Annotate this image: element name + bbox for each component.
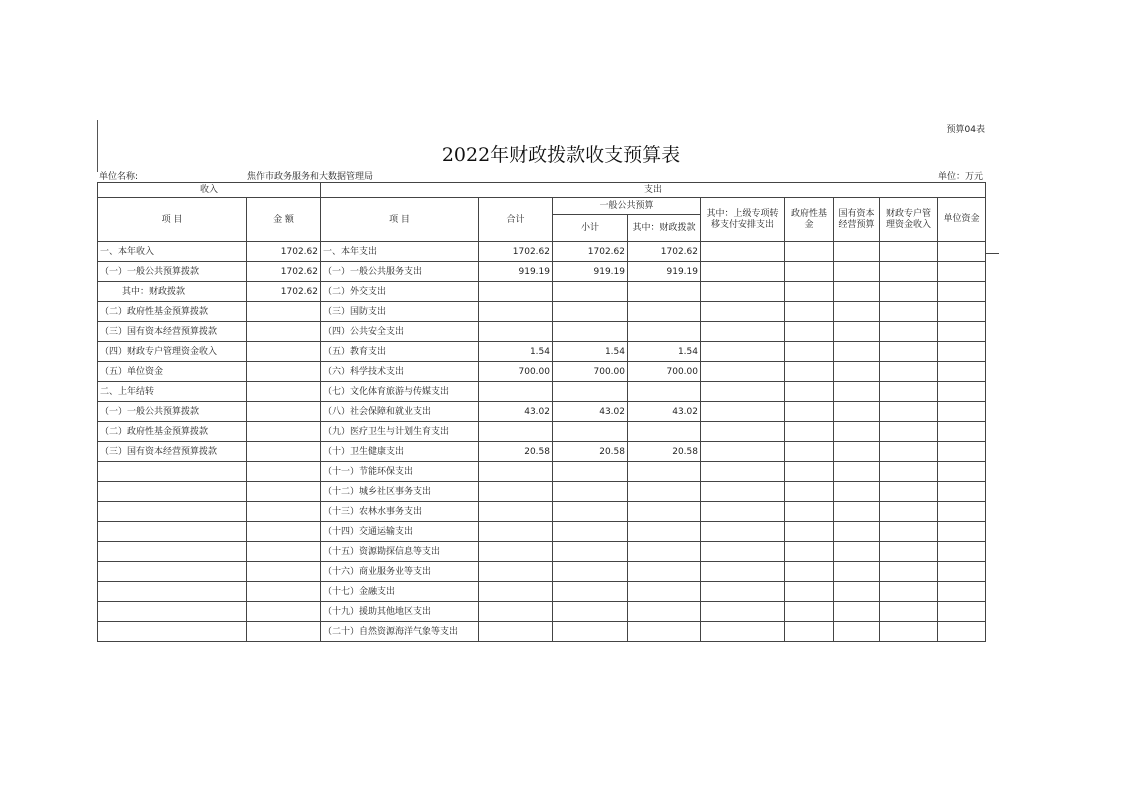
income-item-cell: （三）国有资本经营预算拨款	[98, 442, 247, 462]
gov-fund-cell	[785, 422, 834, 442]
fiscal-cell	[628, 302, 701, 322]
unit-funds-cell	[938, 582, 986, 602]
transfer-cell	[701, 502, 785, 522]
gov-fund-cell	[785, 282, 834, 302]
subtotal-cell	[553, 302, 628, 322]
gov-fund-cell	[785, 522, 834, 542]
gov-fund-cell	[785, 442, 834, 462]
table-row	[98, 242, 986, 262]
subtotal-cell	[553, 502, 628, 522]
gov-fund-cell	[785, 482, 834, 502]
income-amount-cell	[247, 542, 321, 562]
subtotal-cell	[553, 622, 628, 642]
total-cell: 20.58	[479, 442, 553, 462]
state-capital-cell	[834, 462, 880, 482]
unit-funds-cell	[938, 602, 986, 622]
fiscal-cell: 1702.62	[628, 242, 701, 262]
income-amount-cell	[247, 402, 321, 422]
gov-fund-cell	[785, 242, 834, 262]
table-row	[98, 282, 986, 302]
income-item-cell	[98, 622, 247, 642]
income-amount-cell	[247, 562, 321, 582]
special-account-cell	[880, 282, 938, 302]
income-amount-cell	[247, 502, 321, 522]
subtotal-cell	[553, 482, 628, 502]
state-capital-cell	[834, 262, 880, 282]
state-capital-cell	[834, 382, 880, 402]
total-cell	[479, 422, 553, 442]
gov-fund-cell	[785, 322, 834, 342]
special-account-cell	[880, 362, 938, 382]
header-income-amount: 金 额	[247, 198, 321, 242]
state-capital-cell	[834, 582, 880, 602]
transfer-cell	[701, 462, 785, 482]
table-row	[98, 562, 986, 582]
income-item-cell: 一、本年收入	[98, 242, 247, 262]
table-row	[98, 482, 986, 502]
gov-fund-cell	[785, 502, 834, 522]
expense-item-cell: （二十）自然资源海洋气象等支出	[321, 622, 479, 642]
income-amount-cell	[247, 342, 321, 362]
transfer-cell	[701, 262, 785, 282]
income-amount-cell	[247, 322, 321, 342]
transfer-cell	[701, 442, 785, 462]
header-special-account: 财政专户管理资金收入	[880, 198, 938, 242]
total-cell	[479, 322, 553, 342]
table-row	[98, 402, 986, 422]
subtotal-cell	[553, 582, 628, 602]
special-account-cell	[880, 602, 938, 622]
fiscal-cell	[628, 542, 701, 562]
fiscal-cell: 919.19	[628, 262, 701, 282]
fiscal-cell	[628, 282, 701, 302]
state-capital-cell	[834, 442, 880, 462]
transfer-cell	[701, 542, 785, 562]
header-subtotal: 小计	[553, 215, 628, 242]
currency-unit: 单位：万元	[937, 172, 983, 182]
special-account-cell	[880, 582, 938, 602]
unit-funds-cell	[938, 622, 986, 642]
unit-funds-cell	[938, 502, 986, 522]
fiscal-cell	[628, 462, 701, 482]
unit-funds-cell	[938, 422, 986, 442]
subtotal-cell: 1.54	[553, 342, 628, 362]
transfer-cell	[701, 622, 785, 642]
total-cell	[479, 302, 553, 322]
income-amount-cell: 1702.62	[247, 262, 321, 282]
fiscal-cell	[628, 522, 701, 542]
table-row	[98, 462, 986, 482]
fiscal-cell: 1.54	[628, 342, 701, 362]
income-item-cell: （一）一般公共预算拨款	[98, 402, 247, 422]
special-account-cell	[880, 502, 938, 522]
gov-fund-cell	[785, 362, 834, 382]
expense-item-cell: （十九）援助其他地区支出	[321, 602, 479, 622]
header-income: 收入	[98, 183, 321, 198]
gov-fund-cell	[785, 602, 834, 622]
special-account-cell	[880, 382, 938, 402]
state-capital-cell	[834, 342, 880, 362]
transfer-cell	[701, 382, 785, 402]
special-account-cell	[880, 262, 938, 282]
income-item-cell	[98, 542, 247, 562]
table-row	[98, 382, 986, 402]
transfer-cell	[701, 342, 785, 362]
subtotal-cell	[553, 462, 628, 482]
header-expense-item: 项 目	[321, 198, 479, 242]
transfer-cell	[701, 522, 785, 542]
state-capital-cell	[834, 602, 880, 622]
special-account-cell	[880, 442, 938, 462]
gov-fund-cell	[785, 562, 834, 582]
header-general-budget: 一般公共预算	[553, 198, 701, 215]
total-cell: 43.02	[479, 402, 553, 422]
expense-item-cell: （十二）城乡社区事务支出	[321, 482, 479, 502]
expense-item-cell: （一）一般公共服务支出	[321, 262, 479, 282]
income-item-cell	[98, 582, 247, 602]
gov-fund-cell	[785, 542, 834, 562]
total-cell	[479, 522, 553, 542]
gov-fund-cell	[785, 402, 834, 422]
expense-item-cell: （十三）农林水事务支出	[321, 502, 479, 522]
unit-name-value: 焦作市政务服务和大数据管理局	[247, 172, 374, 182]
unit-funds-cell	[938, 362, 986, 382]
table-row	[98, 542, 986, 562]
subtotal-cell	[553, 282, 628, 302]
fiscal-cell: 43.02	[628, 402, 701, 422]
total-cell	[479, 602, 553, 622]
unit-funds-cell	[938, 522, 986, 542]
special-account-cell	[880, 562, 938, 582]
header-total: 合计	[479, 198, 553, 242]
income-amount-cell	[247, 442, 321, 462]
income-amount-cell: 1702.62	[247, 242, 321, 262]
unit-funds-cell	[938, 442, 986, 462]
special-account-cell	[880, 402, 938, 422]
income-item-cell	[98, 562, 247, 582]
fiscal-cell: 700.00	[628, 362, 701, 382]
expense-item-cell: （九）医疗卫生与计划生育支出	[321, 422, 479, 442]
table-row	[98, 342, 986, 362]
fiscal-cell	[628, 382, 701, 402]
state-capital-cell	[834, 522, 880, 542]
unit-name-label: 单位名称:	[99, 172, 139, 182]
income-item-cell	[98, 462, 247, 482]
total-cell	[479, 382, 553, 402]
expense-item-cell: （十）卫生健康支出	[321, 442, 479, 462]
expense-item-cell: 一、本年支出	[321, 242, 479, 262]
subtotal-cell: 919.19	[553, 262, 628, 282]
state-capital-cell	[834, 562, 880, 582]
state-capital-cell	[834, 362, 880, 382]
gov-fund-cell	[785, 622, 834, 642]
table-row	[98, 422, 986, 442]
income-amount-cell	[247, 362, 321, 382]
income-item-cell: （三）国有资本经营预算拨款	[98, 322, 247, 342]
income-item-cell: 二、上年结转	[98, 382, 247, 402]
table-extension-line	[985, 253, 999, 254]
income-amount-cell	[247, 382, 321, 402]
special-account-cell	[880, 342, 938, 362]
special-account-cell	[880, 542, 938, 562]
gov-fund-cell	[785, 382, 834, 402]
table-row	[98, 262, 986, 282]
fiscal-cell	[628, 482, 701, 502]
fiscal-cell	[628, 322, 701, 342]
header-gov-fund: 政府性基金	[785, 198, 834, 242]
gov-fund-cell	[785, 262, 834, 282]
transfer-cell	[701, 362, 785, 382]
header-unit-funds: 单位资金	[938, 198, 986, 242]
subtotal-cell	[553, 522, 628, 542]
state-capital-cell	[834, 482, 880, 502]
transfer-cell	[701, 242, 785, 262]
total-cell: 700.00	[479, 362, 553, 382]
transfer-cell	[701, 582, 785, 602]
header-row-1	[98, 183, 986, 198]
state-capital-cell	[834, 302, 880, 322]
fiscal-cell	[628, 422, 701, 442]
expense-item-cell: （十四）交通运输支出	[321, 522, 479, 542]
special-account-cell	[880, 422, 938, 442]
page-title: 2022年财政拨款收支预算表	[441, 144, 681, 166]
subtotal-cell: 43.02	[553, 402, 628, 422]
header-expense: 支出	[321, 183, 986, 198]
income-amount-cell	[247, 422, 321, 442]
table-row	[98, 582, 986, 602]
table-row	[98, 622, 986, 642]
income-amount-cell: 1702.62	[247, 282, 321, 302]
expense-item-cell: （二）外交支出	[321, 282, 479, 302]
unit-funds-cell	[938, 482, 986, 502]
special-account-cell	[880, 622, 938, 642]
table-row	[98, 502, 986, 522]
income-amount-cell	[247, 602, 321, 622]
subtotal-cell	[553, 422, 628, 442]
table-row	[98, 362, 986, 382]
subtotal-cell	[553, 322, 628, 342]
transfer-cell	[701, 302, 785, 322]
income-item-cell: （二）政府性基金预算拨款	[98, 422, 247, 442]
header-state-capital: 国有资本经营预算	[834, 198, 880, 242]
income-amount-cell	[247, 462, 321, 482]
special-account-cell	[880, 322, 938, 342]
gov-fund-cell	[785, 342, 834, 362]
transfer-cell	[701, 322, 785, 342]
transfer-cell	[701, 282, 785, 302]
header-income-item: 项 目	[98, 198, 247, 242]
special-account-cell	[880, 302, 938, 322]
income-item-cell: （五）单位资金	[98, 362, 247, 382]
subtotal-cell: 20.58	[553, 442, 628, 462]
unit-funds-cell	[938, 542, 986, 562]
transfer-cell	[701, 402, 785, 422]
unit-info-row	[97, 169, 985, 181]
unit-funds-cell	[938, 262, 986, 282]
table-row	[98, 602, 986, 622]
expense-item-cell: （十六）商业服务业等支出	[321, 562, 479, 582]
total-cell	[479, 462, 553, 482]
expense-item-cell: （十一）节能环保支出	[321, 462, 479, 482]
total-cell	[479, 482, 553, 502]
subtotal-cell	[553, 562, 628, 582]
total-cell: 1.54	[479, 342, 553, 362]
state-capital-cell	[834, 422, 880, 442]
income-item-cell	[98, 522, 247, 542]
total-cell: 1702.62	[479, 242, 553, 262]
subtotal-cell	[553, 542, 628, 562]
state-capital-cell	[834, 242, 880, 262]
subtotal-cell	[553, 382, 628, 402]
income-item-cell: （一）一般公共预算拨款	[98, 262, 247, 282]
header-row-2	[98, 198, 986, 215]
transfer-cell	[701, 562, 785, 582]
total-cell	[479, 622, 553, 642]
income-item-cell	[98, 602, 247, 622]
total-cell	[479, 542, 553, 562]
state-capital-cell	[834, 622, 880, 642]
fiscal-cell	[628, 622, 701, 642]
expense-item-cell: （十七）金融支出	[321, 582, 479, 602]
state-capital-cell	[834, 402, 880, 422]
transfer-cell	[701, 602, 785, 622]
unit-funds-cell	[938, 282, 986, 302]
fiscal-cell	[628, 502, 701, 522]
unit-funds-cell	[938, 562, 986, 582]
table-row	[98, 442, 986, 462]
budget-table	[97, 182, 986, 642]
income-amount-cell	[247, 622, 321, 642]
subtotal-cell: 1702.62	[553, 242, 628, 262]
special-account-cell	[880, 462, 938, 482]
total-cell	[479, 502, 553, 522]
total-cell	[479, 282, 553, 302]
income-item-cell: （二）政府性基金预算拨款	[98, 302, 247, 322]
state-capital-cell	[834, 282, 880, 302]
expense-item-cell: （三）国防支出	[321, 302, 479, 322]
state-capital-cell	[834, 542, 880, 562]
total-cell	[479, 582, 553, 602]
special-account-cell	[880, 482, 938, 502]
special-account-cell	[880, 522, 938, 542]
gov-fund-cell	[785, 302, 834, 322]
unit-funds-cell	[938, 402, 986, 422]
transfer-cell	[701, 422, 785, 442]
table-row	[98, 302, 986, 322]
fiscal-cell	[628, 562, 701, 582]
income-item-cell: （四）财政专户管理资金收入	[98, 342, 247, 362]
unit-funds-cell	[938, 322, 986, 342]
unit-funds-cell	[938, 342, 986, 362]
total-cell: 919.19	[479, 262, 553, 282]
income-item-cell	[98, 482, 247, 502]
transfer-cell	[701, 482, 785, 502]
special-account-cell	[880, 242, 938, 262]
income-amount-cell	[247, 302, 321, 322]
income-amount-cell	[247, 522, 321, 542]
income-item-cell	[98, 502, 247, 522]
state-capital-cell	[834, 322, 880, 342]
expense-item-cell: （七）文化体育旅游与传媒支出	[321, 382, 479, 402]
expense-item-cell: （八）社会保障和就业支出	[321, 402, 479, 422]
expense-item-cell: （六）科学技术支出	[321, 362, 479, 382]
unit-funds-cell	[938, 302, 986, 322]
unit-funds-cell	[938, 382, 986, 402]
unit-funds-cell	[938, 242, 986, 262]
table-row	[98, 322, 986, 342]
table-row	[98, 522, 986, 542]
form-number: 预算04表	[946, 125, 985, 135]
income-item-cell: 其中：财政拨款	[98, 282, 247, 302]
expense-item-cell: （四）公共安全支出	[321, 322, 479, 342]
unit-funds-cell	[938, 462, 986, 482]
subtotal-cell	[553, 602, 628, 622]
income-amount-cell	[247, 482, 321, 502]
fiscal-cell: 20.58	[628, 442, 701, 462]
gov-fund-cell	[785, 462, 834, 482]
fiscal-cell	[628, 582, 701, 602]
expense-item-cell: （十五）资源勘探信息等支出	[321, 542, 479, 562]
total-cell	[479, 562, 553, 582]
header-fiscal: 其中：财政拨款	[628, 215, 701, 242]
subtotal-cell: 700.00	[553, 362, 628, 382]
gov-fund-cell	[785, 582, 834, 602]
header-transfer: 其中：上级专项转移支付安排支出	[701, 198, 785, 242]
state-capital-cell	[834, 502, 880, 522]
expense-item-cell: （五）教育支出	[321, 342, 479, 362]
fiscal-cell	[628, 602, 701, 622]
income-amount-cell	[247, 582, 321, 602]
